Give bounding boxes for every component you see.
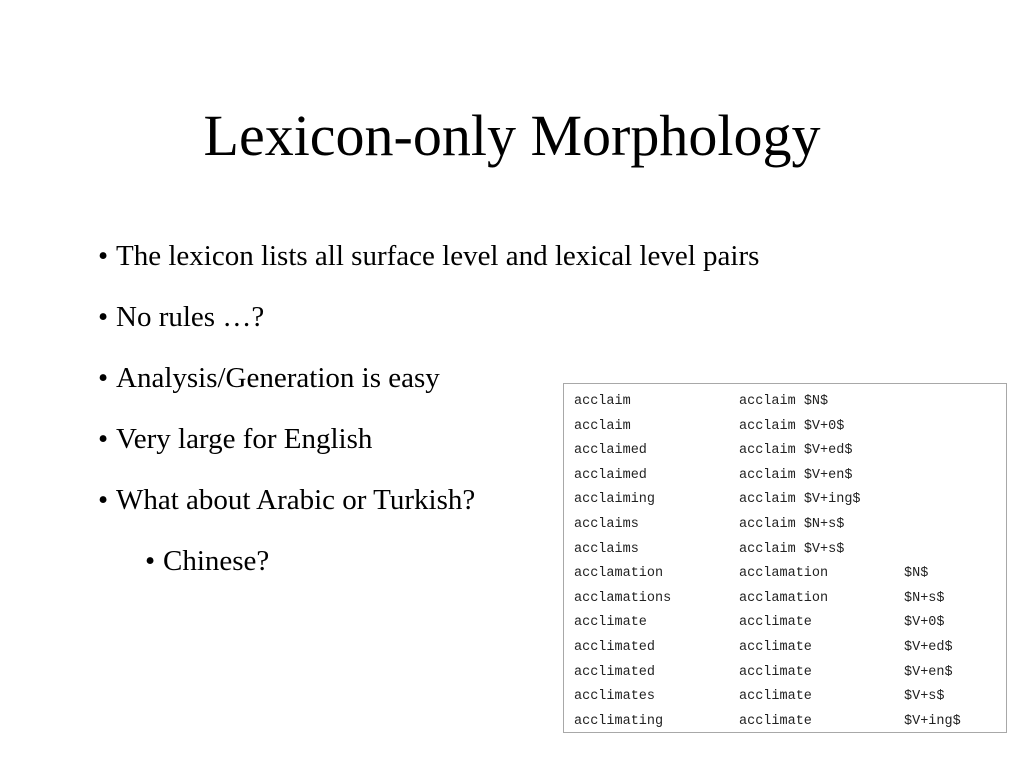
lexicon-tag: $V+ing$ [803,492,861,508]
bullet-text: The lexicon lists all surface level and lexical level pairs [116,240,760,272]
bullet-text: Analysis/Generation is easy [116,362,440,394]
lexicon-stem: acclamation [739,566,829,582]
lexicon-stem: acclaim [739,394,796,409]
lexicon-stem: acclimate [739,664,812,680]
lexicon-tag: $N$ [904,566,929,582]
lexicon-tag: $V+en$ [904,664,953,680]
lexicon-surface-form: acclimated [574,639,656,655]
lexicon-stem: acclimate [739,689,812,705]
lexicon-surface-form: acclaimed [574,467,647,483]
bullet-mark: • [98,301,109,333]
lexicon-tag: $V+s$ [803,541,845,557]
lexicon-tag: $N$ [803,394,829,409]
lexicon-tag: $V+ed$ [803,443,853,459]
bullet-text: Chinese? [163,545,270,577]
lexicon-stem: acclaim [739,492,796,508]
lexicon-stem: acclaim [739,443,796,459]
bullet-mark: • [145,545,156,577]
lexicon-surface-form: acclaims [574,541,639,557]
lexicon-surface-form: acclaim [574,394,631,409]
slide-title: Lexicon-only Morphology [203,103,821,168]
lexicon-stem: acclamation [739,590,829,606]
lexicon-tag: $N+s$ [803,516,845,532]
lexicon-surface-form: acclaims [574,516,639,532]
lexicon-row [574,538,1006,563]
bullet-text: Very large for English [116,423,373,455]
lexicon-row [574,513,1006,538]
lexicon-row [574,390,1006,415]
lexicon-row [574,415,1006,440]
lexicon-row [574,562,1006,587]
lexicon-stem: acclaim [739,467,796,483]
lexicon-stem: acclimate [739,615,812,631]
lexicon-row [574,661,1006,686]
bullet-text: No rules …? [116,301,265,333]
lexicon-table [563,383,1007,733]
bullet-item [98,299,759,335]
lexicon-surface-form: acclimated [574,664,656,680]
bullet-mark: • [98,484,109,516]
bullet-mark: • [98,362,109,394]
lexicon-tag: $V+en$ [803,467,853,483]
lexicon-stem: acclaim [739,418,796,434]
lexicon-stem: acclaim [739,541,796,557]
lexicon-tag: $N+s$ [904,590,945,606]
lexicon-tag: $V+0$ [904,615,945,631]
lexicon-surface-form: acclimating [574,713,664,729]
lexicon-tag: $V+0$ [803,418,845,434]
lexicon-tag: $V+s$ [904,689,945,705]
bullet-text: What about Arabic or Turkish? [116,484,476,516]
lexicon-row [574,488,1006,513]
lexicon-stem: acclimate [739,713,812,729]
lexicon-stem: acclimate [739,639,812,655]
bullet-mark: • [98,423,109,455]
lexicon-surface-form: acclaimed [574,443,647,459]
lexicon-row [574,587,1006,612]
bullet-item [98,238,759,274]
lexicon-row [574,685,1006,710]
lexicon-surface-form: acclimates [574,689,656,705]
lexicon-tag: $V+ed$ [904,639,953,655]
lexicon-tag: $V+ing$ [904,713,961,729]
bullet-mark: • [98,240,109,272]
lexicon-row [574,464,1006,489]
lexicon-surface-form: acclamation [574,566,664,582]
lexicon-surface-form: acclimate [574,615,647,631]
lexicon-surface-form: acclaim [574,418,631,434]
lexicon-row [574,636,1006,661]
lexicon-surface-form: acclaiming [574,492,656,508]
lexicon-row [574,710,1006,735]
lexicon-stem: acclaim [739,516,796,532]
lexicon-surface-form: acclamations [574,590,672,606]
lexicon-row [574,439,1006,464]
lexicon-row [574,611,1006,636]
